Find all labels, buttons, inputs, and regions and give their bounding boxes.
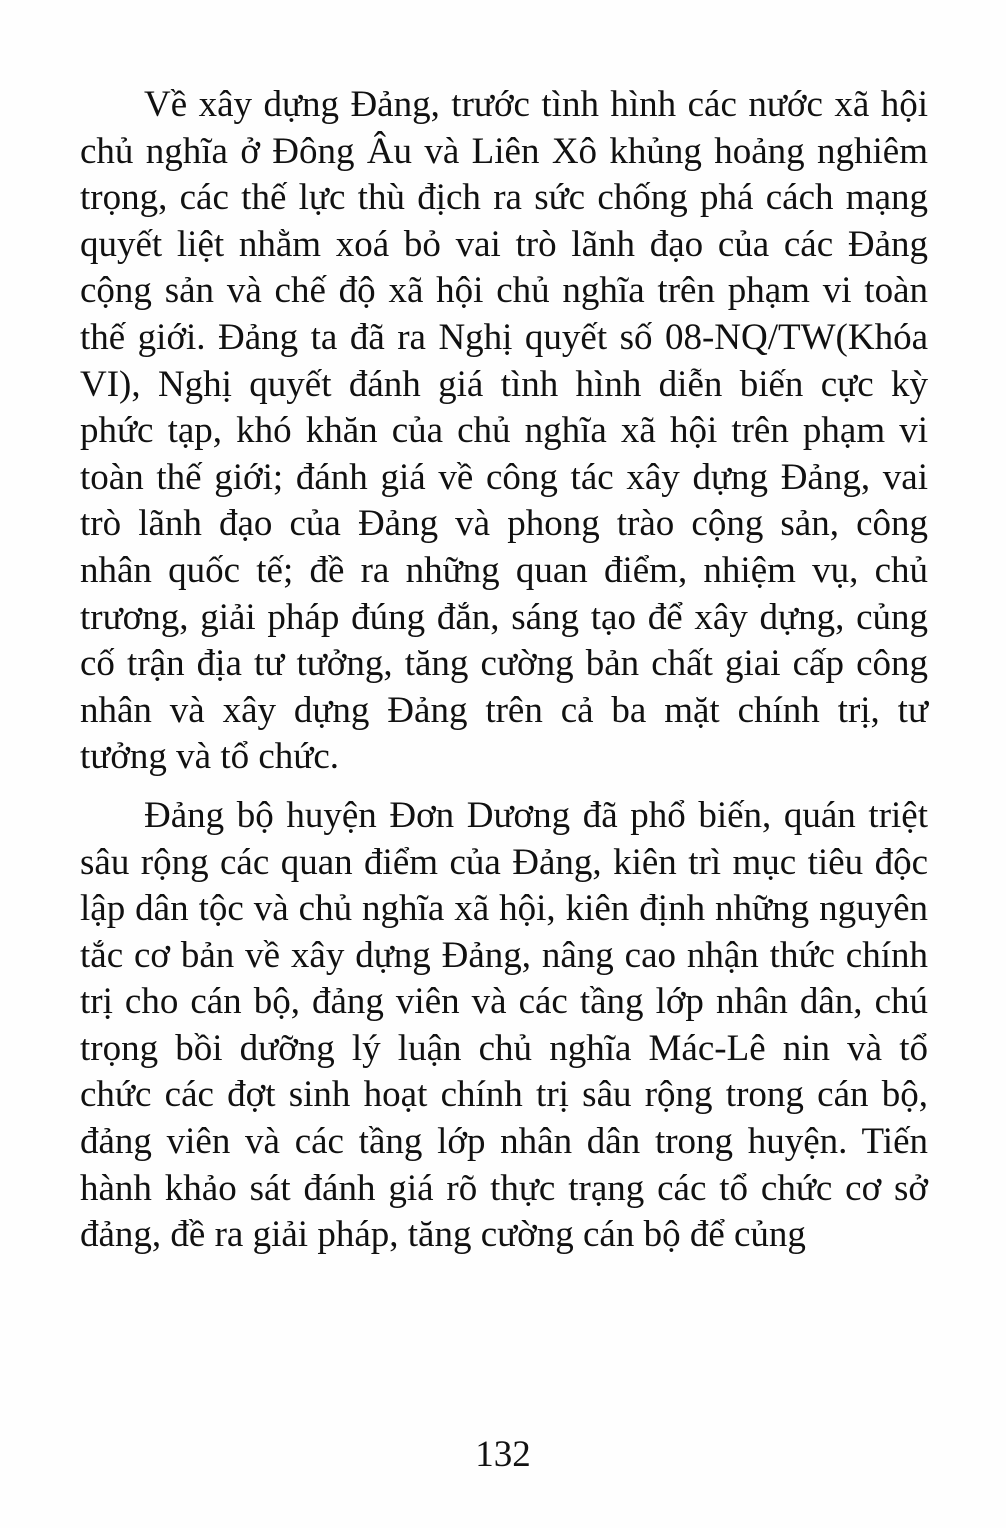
paragraph-don-duong-party-committee: Đảng bộ huyện Đơn Dương đã phổ biến, quán triệt sâu rộng các quan điểm của Đảng, kiên trì mục tiêu độc lập dân tộc và chủ nghĩa xã hội, kiên định những nguyên tắc cơ bản về xây dựng Đảng, nâng cao nhận thức chính trị cho cán bộ, đảng viên và các tầng lớp nhân dân, chú trọng bồi dưỡng lý luận chủ nghĩa Mác-Lê nin và tổ chức các đợt sinh hoạt chính trị sâu rộng trong cán bộ, đảng viên và các tầng lớp nhân dân trong huyện. Tiến hành khảo sát đánh giá rõ thực trạng các tổ chức cơ sở đảng, đề ra giải pháp, tăng cường cán bộ để củng: [80, 794, 928, 1256]
paragraph-party-building: Về xây dựng Đảng, trước tình hình các nước xã hội chủ nghĩa ở Đông Âu và Liên Xô khủng hoảng nghiêm trọng, các thế lực thù địch ra sức chống phá cách mạng quyết liệt nhằm xoá bỏ vai trò lãnh đạo của các Đảng cộng sản và chế độ xã hội chủ nghĩa trên phạm vi toàn thế giới. Đảng ta đã ra Nghị quyết số 08-NQ/TW(Khóa VI), Nghị quyết đánh giá tình hình diễn biến cực kỳ phức tạp, khó khăn của chủ nghĩa xã hội trên phạm vi toàn thế giới; đánh giá về công tác xây dựng Đảng, vai trò lãnh đạo của Đảng và phong trào cộng sản, công nhân quốc tế; đề ra những quan điểm, nhiệm vụ, chủ trương, giải pháp đúng đắn, sáng tạo để xây dựng, củng cố trận địa tư tưởng, tăng cường bản chất giai cấp công nhân và xây dựng Đảng trên cả ba mặt chính trị, tư tưởng và tổ chức.: [80, 84, 928, 778]
page-number: 132: [475, 1434, 531, 1475]
body-text: [80, 82, 928, 1259]
